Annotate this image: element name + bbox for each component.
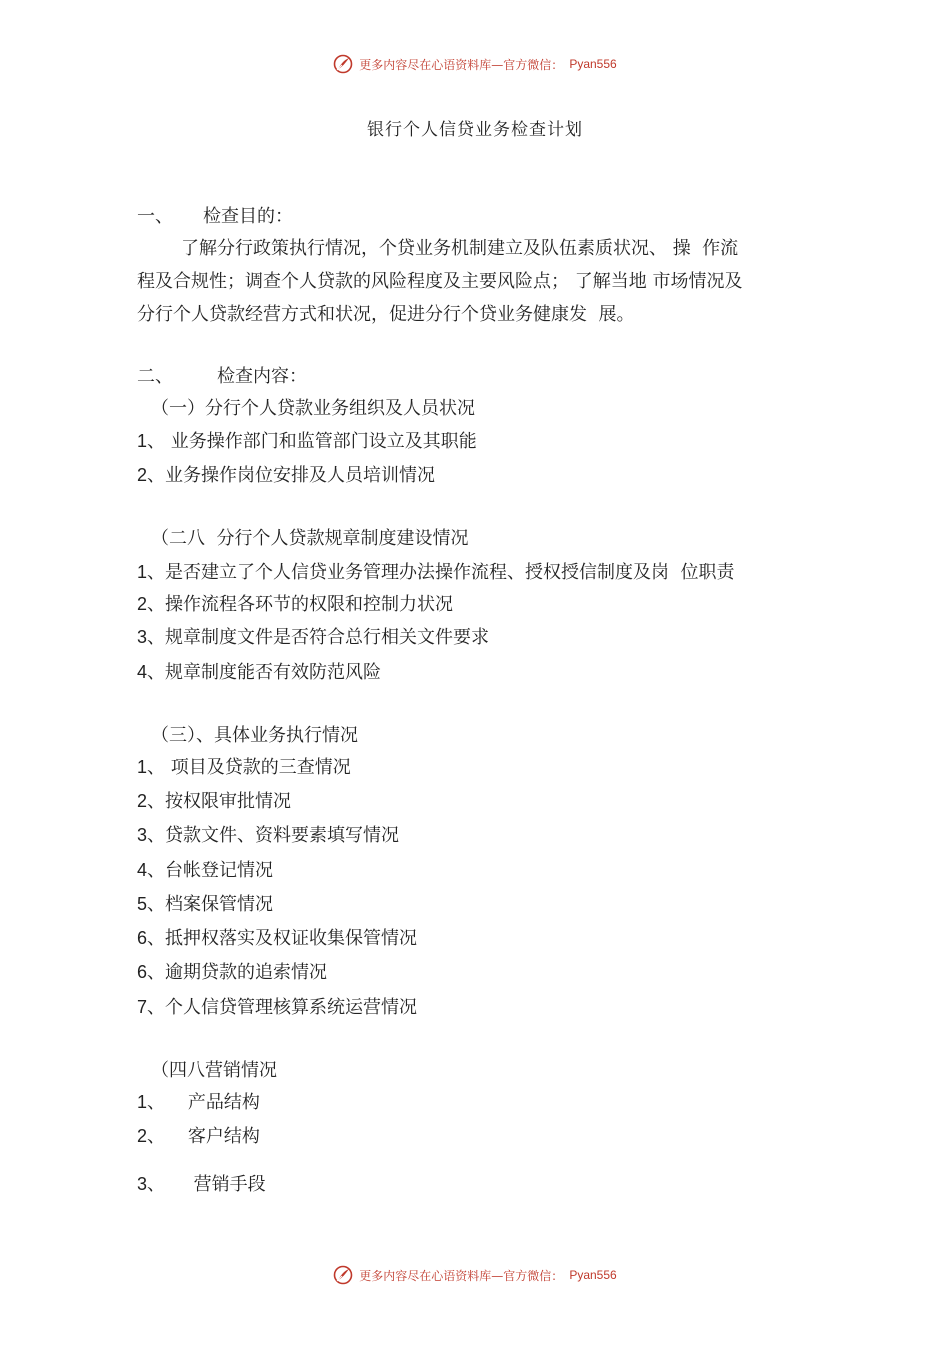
- list-item: [137, 1172, 266, 1197]
- list-item-number: 7: [137, 997, 148, 1017]
- paragraph-line: 分行个人贷款经营方式和状况，促进分行个贷业务健康发 展。: [137, 304, 635, 325]
- list-item-number: 1: [137, 757, 148, 777]
- list-item: [137, 755, 351, 780]
- document-title: 银行个人信贷业务检查计划: [367, 120, 583, 140]
- list-item-number: 3: [137, 627, 148, 647]
- list-item: [137, 592, 453, 617]
- list-item-text: 、抵押权落实及权证收集保管情况: [147, 928, 418, 949]
- list-item: [137, 1090, 260, 1115]
- list-item: [137, 926, 417, 951]
- list-item: [137, 560, 734, 585]
- list-item: [137, 789, 291, 814]
- feather-logo-icon: [333, 1265, 353, 1285]
- section-2-number: 二、: [137, 366, 173, 387]
- section-2-heading: [137, 365, 307, 389]
- list-item-text: 、规章制度能否有效防范风险: [147, 662, 382, 683]
- list-item-number: 6: [137, 962, 148, 982]
- list-item: [137, 858, 273, 883]
- list-item-number: 2: [137, 1126, 148, 1146]
- group-title: （三）、具体业务执行情况: [151, 725, 358, 746]
- watermark-top: [0, 52, 950, 76]
- list-item-text: 、 业务操作部门和监管部门设立及其职能: [147, 431, 477, 452]
- list-item: [137, 625, 489, 650]
- list-item-number: 1: [137, 562, 148, 582]
- list-item: [137, 960, 327, 985]
- list-item-number: 3: [137, 1174, 148, 1194]
- list-item-number: 4: [137, 860, 148, 880]
- list-item-number: 4: [137, 662, 148, 682]
- watermark-handle: Pyan556: [569, 1268, 617, 1282]
- list-item-text: 、 产品结构: [147, 1092, 260, 1113]
- list-item-number: 1: [137, 431, 148, 451]
- list-item-text: 、个人信贷管理核算系统运营情况: [147, 997, 418, 1018]
- list-item-text: 、是否建立了个人信贷业务管理办法操作流程、授权授信制度及岗 位职责: [147, 562, 735, 583]
- list-item-number: 2: [137, 465, 148, 485]
- list-item-number: 1: [137, 1092, 148, 1112]
- list-item-number: 5: [137, 894, 148, 914]
- list-item: [137, 463, 435, 488]
- section-1-title: 检查目的：: [203, 206, 293, 227]
- group-title: （四八营销情况: [151, 1060, 277, 1081]
- list-item: [137, 995, 417, 1020]
- list-item-number: 6: [137, 928, 148, 948]
- list-item-number: 2: [137, 594, 148, 614]
- group-title: （二八 分行个人贷款规章制度建设情况: [151, 528, 469, 549]
- section-1-paragraph: [137, 232, 807, 331]
- watermark-bottom: [0, 1263, 950, 1287]
- list-item: [137, 1124, 260, 1149]
- list-item-text: 、规章制度文件是否符合总行相关文件要求: [147, 627, 490, 648]
- list-item-number: 2: [137, 791, 148, 811]
- list-item-text: 、操作流程各环节的权限和控制力状况: [147, 594, 454, 615]
- watermark-text: 更多内容尽在心语资料库—官方微信：: [359, 57, 564, 72]
- list-item-text: 、档案保管情况: [147, 894, 274, 915]
- list-item-text: 、逾期贷款的追索情况: [147, 962, 328, 983]
- list-item-text: 、台帐登记情况: [147, 860, 274, 881]
- list-item-text: 、贷款文件、资料要素填写情况: [147, 825, 400, 846]
- watermark-text: 更多内容尽在心语资料库—官方微信：: [359, 1268, 564, 1283]
- feather-logo-icon: [333, 54, 353, 74]
- paragraph-line: 程及合规性；调查个人贷款的风险程度及主要风险点； 了解当地 市场情况及: [137, 271, 743, 292]
- list-item-text: 、 营销手段: [147, 1174, 266, 1195]
- group-title: （一）分行个人贷款业务组织及人员状况: [151, 398, 475, 419]
- list-item-text: 、按权限审批情况: [147, 791, 292, 812]
- list-item: [137, 660, 381, 685]
- section-1-number: 一、: [137, 206, 173, 227]
- section-2-title: 检查内容：: [217, 366, 307, 387]
- list-item-text: 、业务操作岗位安排及人员培训情况: [147, 465, 436, 486]
- paragraph-line: 了解分行政策执行情况，个贷业务机制建立及队伍素质状况、 操 作流: [181, 238, 739, 259]
- list-item-text: 、 客户结构: [147, 1126, 260, 1147]
- list-item: [137, 429, 477, 454]
- watermark-handle: Pyan556: [569, 57, 617, 71]
- section-1-heading: [137, 205, 293, 229]
- list-item: [137, 823, 399, 848]
- list-item-number: 3: [137, 825, 148, 845]
- list-item: [137, 892, 273, 917]
- list-item-text: 、 项目及贷款的三查情况: [147, 757, 351, 778]
